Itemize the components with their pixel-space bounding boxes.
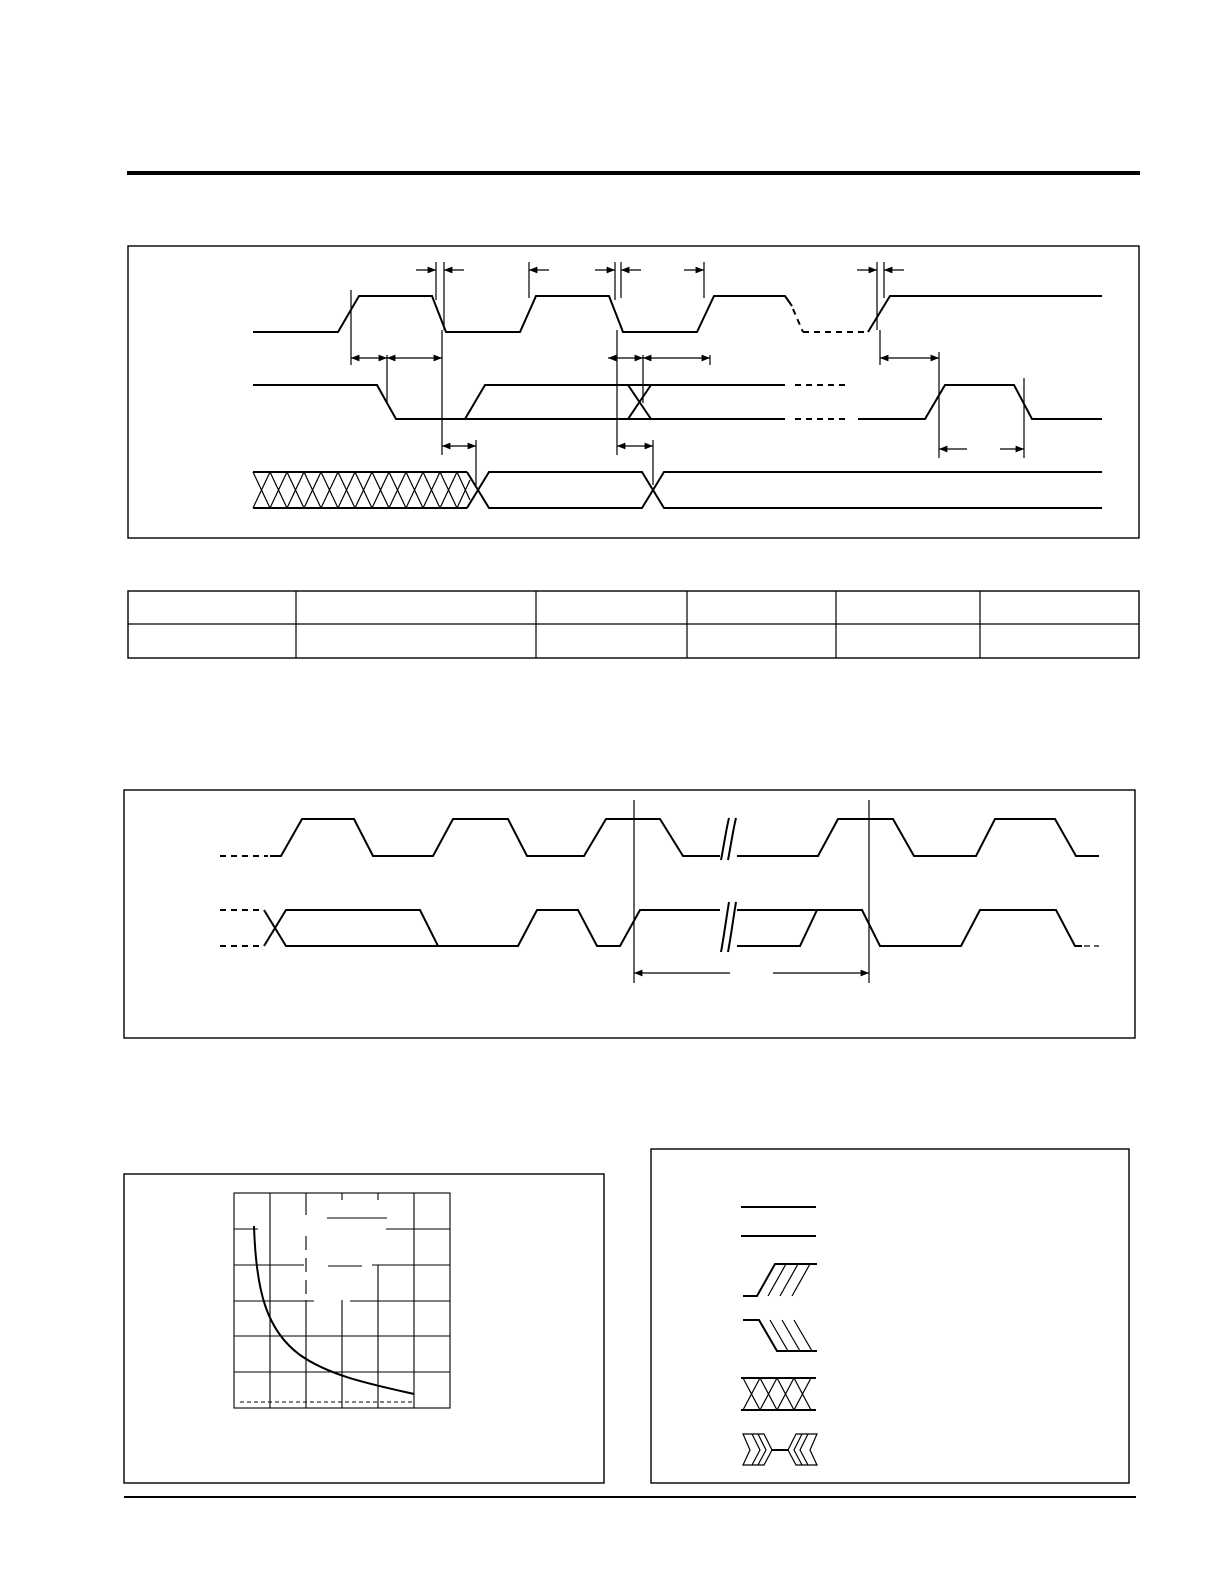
bus-waveform [253, 472, 1102, 508]
parameter-table [128, 591, 1139, 658]
legend-invalid-state [743, 1434, 817, 1465]
legend-steady-state [741, 1207, 816, 1236]
clock-waveform [253, 296, 1102, 332]
dont-care-hatch [253, 472, 470, 508]
waveform-legend-frame [651, 1149, 1129, 1483]
derating-curve-line [254, 1226, 414, 1394]
waveform-legend [651, 1149, 1129, 1483]
legend-rising-transition [743, 1264, 817, 1296]
data2-waveform [220, 902, 1099, 952]
clock2-waveform [220, 818, 1099, 860]
timing-diagram-2 [124, 790, 1135, 1038]
legend-falling-transition [743, 1320, 817, 1351]
derating-curve-frame [124, 1174, 604, 1483]
timing-diagram-2-frame [124, 790, 1135, 1038]
timing-diagram-1 [128, 246, 1139, 538]
data-waveform [253, 385, 1102, 419]
derating-curve [124, 1174, 604, 1483]
legend-dont-care [741, 1378, 816, 1410]
